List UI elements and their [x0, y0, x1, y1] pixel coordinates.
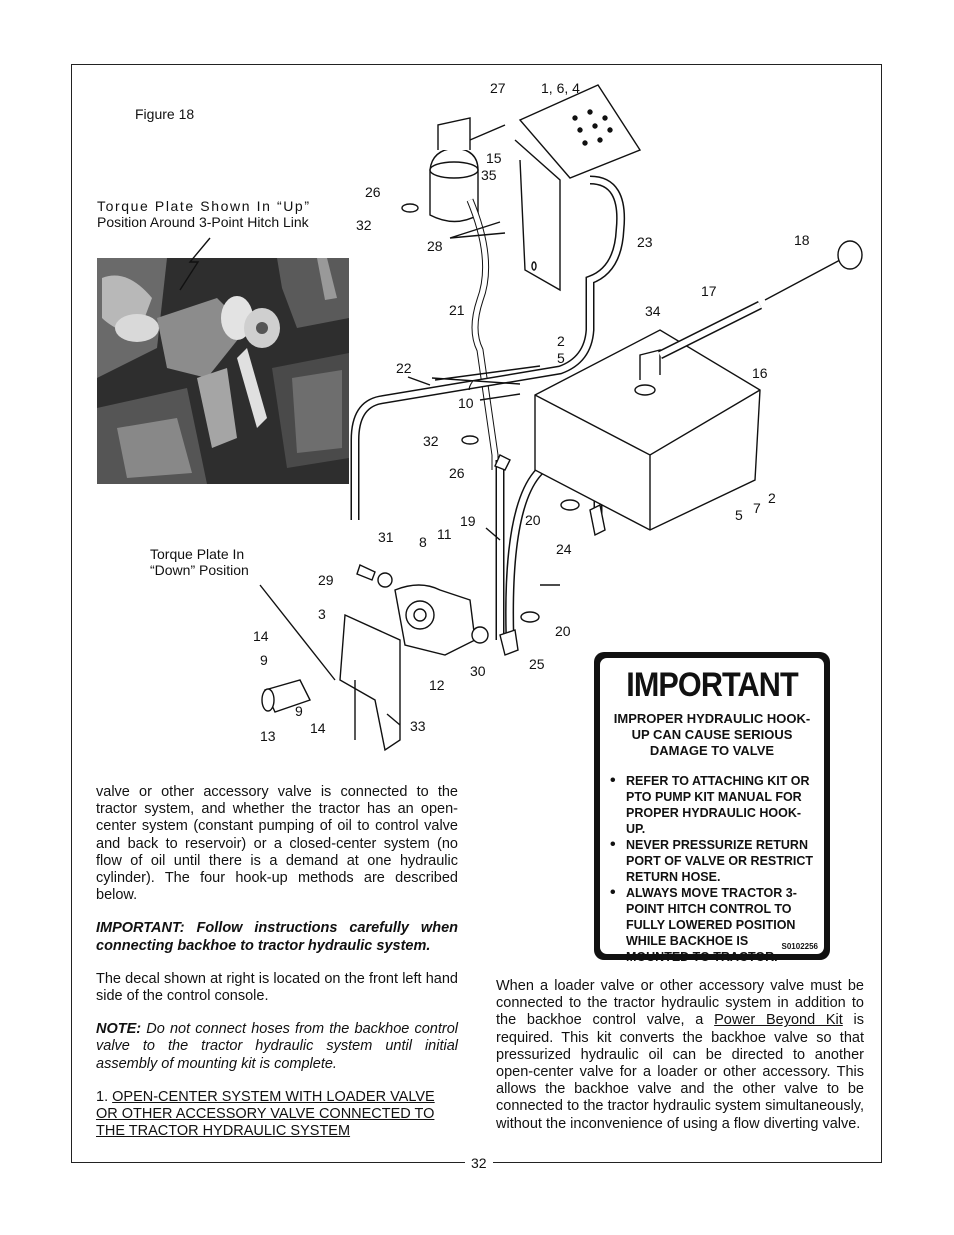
callout-21: 21: [449, 302, 465, 318]
callout-1-6-4: 1, 6, 4: [541, 80, 580, 96]
callout-9-lower: 9: [295, 703, 303, 719]
note-paragraph: [96, 1021, 458, 1073]
callout-5-lower: 5: [735, 507, 743, 523]
callout-9-upper: 9: [260, 652, 268, 668]
figure-title: Figure 18: [135, 106, 195, 122]
note-label: NOTE:: [96, 1021, 142, 1038]
callout-32-lower: 32: [423, 433, 439, 449]
callout-13: 13: [260, 728, 276, 744]
decal-bullet: • REFER TO ATTACHING KIT OR PTO PUMP KIT MANUAL FOR PROPER HYDRAULIC HOOK-UP.: [610, 773, 814, 837]
decal-bullet: • ALWAYS MOVE TRACTOR 3-POINT HITCH CONTROL TO FULLY LOWERED POSITION WHILE BACKHOE IS MOUNTED TO TRACTOR.: [610, 885, 814, 965]
note-text: Do not connect hoses from the backhoe control valve to the tractor hydraulic system until initial assembly of mounting kit is complete.: [96, 1021, 458, 1072]
callout-35: 35: [481, 167, 497, 183]
callout-19: 19: [460, 513, 476, 529]
power-beyond-text-before: When a loader valve or other accessory valve must be connected to the tractor hydraulic system in addition to the backhoe control valve, a: [496, 978, 864, 1029]
left-column: [96, 784, 458, 1140]
callout-12: 12: [429, 677, 445, 693]
callout-26-lower: 26: [449, 465, 465, 481]
callout-14-lower: 14: [310, 720, 326, 736]
torque-plate: [340, 615, 400, 750]
callout-32-upper: 32: [356, 217, 372, 233]
decal-location-note: The decal shown at right is located on the front left hand side of the control console.: [96, 970, 458, 1005]
important-warning: IMPORTANT: Follow instructions carefully when connecting backhoe to tractor hydraulic system.: [96, 920, 458, 954]
caption-arrow: [180, 238, 210, 290]
decal-bullet-list: [610, 773, 814, 965]
power-beyond-kit-link[interactable]: Power Beyond Kit: [714, 1012, 843, 1029]
callout-2-upper: 2: [557, 333, 565, 349]
callout-3: 3: [318, 606, 326, 622]
right-column: [496, 978, 864, 1133]
lower-caption-line2: “Down” Position: [150, 562, 249, 578]
callout-16: 16: [752, 365, 768, 381]
callout-22: 22: [396, 360, 412, 376]
callout-5-upper: 5: [557, 350, 565, 366]
upper-caption-line1: Torque Plate Shown In “Up”: [97, 198, 311, 214]
callout-26-upper: 26: [365, 184, 381, 200]
callout-20-upper: 20: [525, 512, 541, 528]
item-heading: OPEN-CENTER SYSTEM WITH LOADER VALVE OR OTHER ACCESSORY VALVE CONNECTED TO THE TRACTOR HYDRAULIC SYSTEM: [96, 1088, 435, 1140]
callout-23: 23: [637, 234, 653, 250]
intro-paragraph: valve or other accessory valve is connected to the tractor system, and whether the tractor has an open-center system (constant pumping of oil to control valve and back to reservoir) or a closed-center system (no flow of oil until there is a demand at one hydraulic cylinder). The four hook-up methods are described below.: [96, 784, 458, 904]
lower-caption-line1: Torque Plate In: [150, 546, 245, 562]
callout-11: 11: [437, 526, 452, 542]
callout-14-upper: 14: [253, 628, 269, 644]
decal-subtitle: IMPROPER HYDRAULIC HOOK-UP CAN CAUSE SERIOUS DAMAGE TO VALVE: [613, 711, 811, 758]
decal-code: S0102256: [781, 942, 818, 951]
callout-7-lower: 7: [753, 500, 761, 516]
callout-10: 10: [458, 395, 474, 411]
decal-title: IMPORTANT: [626, 666, 798, 704]
important-decal: [594, 652, 830, 964]
callout-27: 27: [490, 80, 506, 96]
upper-caption-line2: Position Around 3-Point Hitch Link: [97, 214, 309, 230]
callout-34: 34: [645, 303, 661, 319]
page-number: 32: [465, 1155, 493, 1171]
power-beyond-paragraph: [496, 978, 864, 1133]
callout-15: 15: [486, 150, 502, 166]
callout-18: 18: [794, 232, 810, 248]
callout-29: 29: [318, 572, 334, 588]
callout-28: 28: [427, 238, 443, 254]
callout-17: 17: [701, 283, 717, 299]
item-number: 1.: [96, 1088, 109, 1105]
callout-31: 31: [378, 529, 394, 545]
callout-33: 33: [410, 718, 426, 734]
callout-24: 24: [556, 541, 572, 557]
callout-8: 8: [419, 534, 427, 550]
dipstick-cap: [838, 241, 862, 269]
callout-30: 30: [470, 663, 486, 679]
decal-bullet: • NEVER PRESSURIZE RETURN PORT OF VALVE OR RESTRICT RETURN HOSE.: [610, 837, 814, 885]
callout-2-lower: 2: [768, 490, 776, 506]
callout-25: 25: [529, 656, 545, 672]
section-heading: [96, 1089, 458, 1141]
power-beyond-text-after: is required. This kit converts the backhoe valve so that pressurized hydraulic oil can be directed to another open-center valve for a loader or other accessory. This allows the backhoe valve and the other valve to be connected to the tractor hydraulic system simultaneously, without the inconvenience of using a flow diverting valve.: [496, 1012, 865, 1132]
callout-20-lower: 20: [555, 623, 571, 639]
callout-7-upper: 7: [466, 377, 474, 393]
